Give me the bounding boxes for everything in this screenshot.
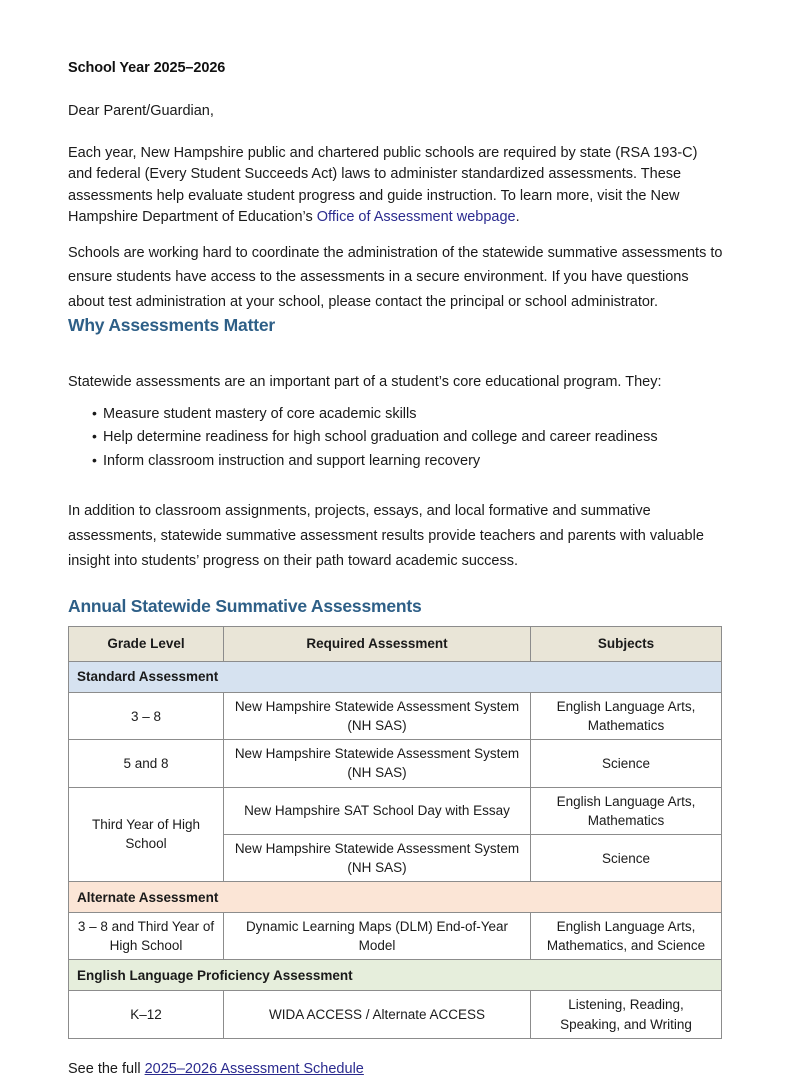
lead-paragraph: Statewide assessments are an important part of a student’s core educational program. They: bbox=[68, 373, 662, 390]
cell-required-assessment: Dynamic Learning Maps (DLM) End-of-Year Model bbox=[224, 913, 531, 960]
cell-grade-level: 3 – 8 bbox=[69, 692, 224, 739]
table-row bbox=[69, 787, 722, 834]
assessment-schedule-link[interactable]: 2025–2026 Assessment Schedule bbox=[144, 1060, 364, 1077]
cell-required-assessment: New Hampshire Statewide Assessment System (NH SAS) bbox=[224, 692, 531, 739]
salutation: Dear Parent/Guardian, bbox=[68, 103, 214, 119]
table-header-row bbox=[69, 626, 722, 661]
group-row-standard-assessment bbox=[69, 661, 722, 692]
cell-grade-level: Third Year of High School bbox=[69, 787, 224, 882]
table-row bbox=[69, 740, 722, 787]
group-row-alternate-assessment bbox=[69, 882, 722, 913]
school-year-heading: School Year 2025–2026 bbox=[68, 60, 226, 76]
group-label-standard-assessment: Standard Assessment bbox=[69, 661, 722, 692]
list-item: • Help determine readiness for high school graduation and college and career readiness bbox=[92, 426, 723, 449]
table-head bbox=[69, 626, 722, 661]
group-label-english-language-proficiency: English Language Proficiency Assessment bbox=[69, 960, 722, 991]
list-item: • Measure student mastery of core academic skills bbox=[92, 403, 723, 426]
cell-subjects: English Language Arts, Mathematics, and Science bbox=[531, 913, 722, 960]
column-header-grade-level: Grade Level bbox=[69, 626, 224, 661]
column-header-subjects: Subjects bbox=[531, 626, 722, 661]
assessments-table bbox=[68, 626, 722, 1039]
list-item: • Inform classroom instruction and support learning recovery bbox=[92, 450, 723, 473]
office-of-assessment-link[interactable]: Office of Assessment webpage bbox=[316, 209, 516, 226]
intro-paragraph bbox=[68, 143, 723, 229]
cell-required-assessment: New Hampshire Statewide Assessment System (NH SAS) bbox=[224, 834, 531, 881]
heading-annual-statewide-assessments: Annual Statewide Summative Assessments bbox=[68, 595, 422, 616]
table-body bbox=[69, 661, 722, 1038]
cell-subjects: Listening, Reading, Speaking, and Writing bbox=[531, 991, 722, 1038]
cell-grade-level: K–12 bbox=[69, 991, 224, 1038]
coordination-paragraph: Schools are working hard to coordinate the administration of the statewide summative assessments to ensure students have access to the assessments in a secure environment. If you have questions about test administration at your school, please contact the principal or school administrator. bbox=[68, 244, 723, 310]
footer-text-before-link: See the full bbox=[68, 1060, 145, 1077]
intro-paragraph-text-before-link: Each year, New Hampshire public and chartered public schools are required by state (RSA 193-C) and federal (Every Student Succeeds Act) laws to administer standardized assessments. These assessments help evaluate student progress and guide instruction. To learn more, visit the New Hampshire Department of Education’s bbox=[68, 145, 698, 226]
benefits-list bbox=[68, 403, 723, 473]
column-header-required-assessment: Required Assessment bbox=[224, 626, 531, 661]
table-row bbox=[69, 913, 722, 960]
cell-subjects: Science bbox=[531, 834, 722, 881]
cell-subjects: English Language Arts, Mathematics bbox=[531, 787, 722, 834]
cell-subjects: Science bbox=[531, 740, 722, 787]
cell-subjects: English Language Arts, Mathematics bbox=[531, 692, 722, 739]
cell-required-assessment: New Hampshire SAT School Day with Essay bbox=[224, 787, 531, 834]
cell-required-assessment: New Hampshire Statewide Assessment System (NH SAS) bbox=[224, 740, 531, 787]
table-row bbox=[69, 991, 722, 1038]
footer-schedule-line bbox=[68, 1061, 723, 1077]
closing-paragraph: In addition to classroom assignments, projects, essays, and local formative and summative assessments, statewide summative assessment results provide teachers and parents with valuable insight into students’ progress on their path toward academic success. bbox=[68, 503, 704, 569]
cell-required-assessment: WIDA ACCESS / Alternate ACCESS bbox=[224, 991, 531, 1038]
heading-why-assessments-matter: Why Assessments Matter bbox=[68, 314, 275, 335]
cell-grade-level: 3 – 8 and Third Year of High School bbox=[69, 913, 224, 960]
table-row bbox=[69, 692, 722, 739]
group-label-alternate-assessment: Alternate Assessment bbox=[69, 882, 722, 913]
cell-grade-level: 5 and 8 bbox=[69, 740, 224, 787]
intro-paragraph-text-after-link: . bbox=[515, 209, 520, 226]
group-row-english-language-proficiency bbox=[69, 960, 722, 991]
